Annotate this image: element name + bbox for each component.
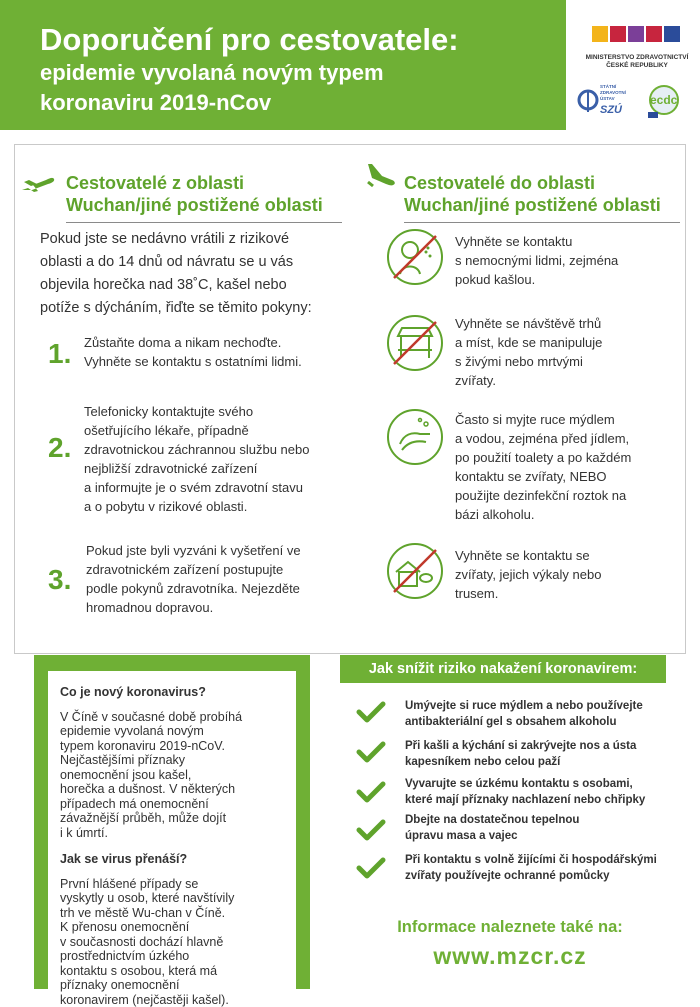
step-line: ošetřujícího lékaře, případně [84, 421, 354, 440]
sick-person-crossed-icon [386, 228, 444, 286]
tip-line: Dbejte na dostatečnou tepelnou [405, 812, 685, 828]
step-3-number: 3. [48, 564, 71, 596]
info-box-inner [48, 671, 296, 989]
answer-line: případech má onemocnění [60, 797, 284, 812]
checkmark-icon [356, 818, 386, 842]
answer-line: epidemie vyvolaná novým [60, 724, 284, 739]
tips-banner: Jak snížit riziko nakažení koronavirem: [340, 655, 666, 683]
info-box [34, 655, 310, 989]
step-line: hromadnou dopravou. [86, 598, 356, 617]
step-line: Pokud jste byli vyzváni k vyšetření ve [86, 541, 356, 560]
to-title-2: Wuchan/jiné postižené oblasti [404, 194, 680, 216]
step-line: podle pokynů zdravotníka. Nejezděte [86, 579, 356, 598]
website-link[interactable]: www.mzcr.cz [340, 943, 680, 970]
intro-line: Pokud jste se nedávno vrátili z rizikové [40, 228, 350, 251]
ministry-name-2: ČESKÉ REPUBLIKY [574, 62, 700, 69]
logos-panel [566, 0, 700, 130]
answer-line: Nejčastějšími příznaky [60, 753, 284, 768]
ministry-logo-icon [592, 22, 682, 48]
from-title-2: Wuchan/jiné postižené oblasti [66, 194, 342, 216]
item-line: zvířaty, jejich výkaly nebo [455, 565, 675, 584]
szu-label: SZÚ [600, 104, 622, 116]
tip-5 [405, 852, 685, 884]
info-question-1: Co je nový koronavirus? [60, 685, 284, 700]
plane-departure-icon [20, 168, 56, 198]
step-line: a o pobytu v rizikové oblasti. [84, 497, 354, 516]
item-line: s živými nebo mrtvými [455, 352, 675, 371]
answer-line: trh ve městě Wu-chan v Číně. [60, 906, 284, 921]
answer-line: i k úmrtí. [60, 826, 284, 841]
header-banner [0, 0, 566, 130]
farm-animals-crossed-icon [386, 542, 444, 600]
item-line: trusem. [455, 584, 675, 603]
answer-line: prostřednictvím úzkého [60, 949, 284, 964]
answer-line: koronavirem (nejčastěji kašel). [60, 993, 284, 1007]
info-answer-2 [60, 877, 284, 1007]
from-title-1: Cestovatelé z oblasti [66, 172, 342, 194]
plane-arrival-icon [362, 160, 398, 192]
szu-small-text: STÁTNÍ ZDRAVOTNÍ ÚSTAV [600, 84, 636, 102]
answer-line: typem koronaviru 2019-nCoV. [60, 739, 284, 754]
tip-line: zvířaty používejte ochranné pomůcky [405, 868, 685, 884]
tip-line: úpravu masa a vajec [405, 828, 685, 844]
ecdc-label: ecdc [650, 93, 677, 107]
item-line: bázi alkoholu. [455, 505, 675, 524]
item-line: po použití toalety a po každém [455, 448, 675, 467]
step-3-text [86, 541, 356, 617]
step-line: nejbližší zdravotnické zařízení [84, 459, 354, 478]
tip-2 [405, 738, 685, 770]
step-2-text [84, 402, 354, 516]
item-line: zvířaty. [455, 371, 675, 390]
checkmark-icon [356, 740, 386, 764]
info-answer-1 [60, 710, 284, 841]
tip-line: Při kašli a kýchání si zakrývejte nos a ústa [405, 738, 685, 754]
step-line: zdravotnickou záchrannou službu nebo [84, 440, 354, 459]
from-section-title [66, 172, 342, 223]
answer-line: K přenosu onemocnění [60, 920, 284, 935]
item-line: a míst, kde se manipuluje [455, 333, 675, 352]
answer-line: v současnosti dochází hlavně [60, 935, 284, 950]
step-line: Vyhněte se kontaktu s ostatními lidmi. [84, 352, 354, 371]
intro-line: potíže s dýcháním, řiďte se těmito pokyny: [40, 297, 350, 320]
tip-line: antibakteriální gel s obsahem alkoholu [405, 714, 685, 730]
tip-3 [405, 776, 685, 808]
step-1-number: 1. [48, 338, 71, 370]
item-line: Vyhněte se kontaktu [455, 232, 675, 251]
checkmark-icon [356, 856, 386, 880]
checkmark-icon [356, 700, 386, 724]
page-subtitle-2: koronaviru 2019-nCov [40, 88, 566, 118]
item-line: s nemocnými lidmi, zejména [455, 251, 675, 270]
item-line: použijte dezinfekční roztok na [455, 486, 675, 505]
step-2-number: 2. [48, 432, 71, 464]
tip-1 [405, 698, 685, 730]
step-line: zdravotnickém zařízení postupujte [86, 560, 356, 579]
step-1-text [84, 333, 354, 371]
item-line: kontaktu se zvířaty, NEBO [455, 467, 675, 486]
to-item-4-text [455, 546, 675, 603]
tip-line: které mají příznaky nachlazení nebo chřipky [405, 792, 685, 808]
from-intro [40, 228, 350, 320]
answer-line: horečka a dušnost. V některých [60, 782, 284, 797]
to-section-title [404, 172, 680, 223]
answer-line: vyskytly u osob, které navštívily [60, 891, 284, 906]
item-line: Vyhněte se návštěvě trhů [455, 314, 675, 333]
tip-line: Vyvarujte se úzkému kontaktu s osobami, [405, 776, 685, 792]
answer-line: První hlášené případy se [60, 877, 284, 892]
to-title-1: Cestovatelé do oblasti [404, 172, 680, 194]
market-stall-crossed-icon [386, 314, 444, 372]
page-subtitle-1: epidemie vyvolaná novým typem [40, 58, 566, 88]
item-line: pokud kašlou. [455, 270, 675, 289]
item-line: Často si myjte ruce mýdlem [455, 410, 675, 429]
tip-line: kapesníkem nebo celou paží [405, 754, 685, 770]
intro-line: objevila horečka nad 38˚C, kašel nebo [40, 274, 350, 297]
answer-line: příznaky onemocnění [60, 978, 284, 993]
step-line: Telefonicky kontaktujte svého [84, 402, 354, 421]
checkmark-icon [356, 780, 386, 804]
answer-line: kontaktu s osobou, která má [60, 964, 284, 979]
to-item-1-text [455, 232, 675, 289]
item-line: Vyhněte se kontaktu se [455, 546, 675, 565]
info-text: Informace naleznete také na: [340, 918, 680, 937]
intro-line: oblasti a do 14 dnů od návratu se u vás [40, 251, 350, 274]
item-line: a vodou, zejména před jídlem, [455, 429, 675, 448]
step-line: a informujte je o svém zdravotní stavu [84, 478, 354, 497]
answer-line: V Číně v současné době probíhá [60, 710, 284, 725]
to-item-2-text [455, 314, 675, 390]
tip-line: Při kontaktu s volně žijícími či hospodářskými [405, 852, 685, 868]
page-title: Doporučení pro cestovatele: [40, 22, 566, 58]
info-question-2: Jak se virus přenáší? [60, 852, 284, 867]
handwashing-icon [386, 408, 444, 466]
answer-line: závažnější průběh, může dojít [60, 811, 284, 826]
tip-4 [405, 812, 685, 844]
tip-line: Umývejte si ruce mýdlem a nebo používejte [405, 698, 685, 714]
ministry-name-1: MINISTERSTVO ZDRAVOTNICTVÍ [574, 54, 700, 61]
answer-line: onemocnění jsou kašel, [60, 768, 284, 783]
step-line: Zůstaňte doma a nikam nechoďte. [84, 333, 354, 352]
to-item-3-text [455, 410, 675, 524]
